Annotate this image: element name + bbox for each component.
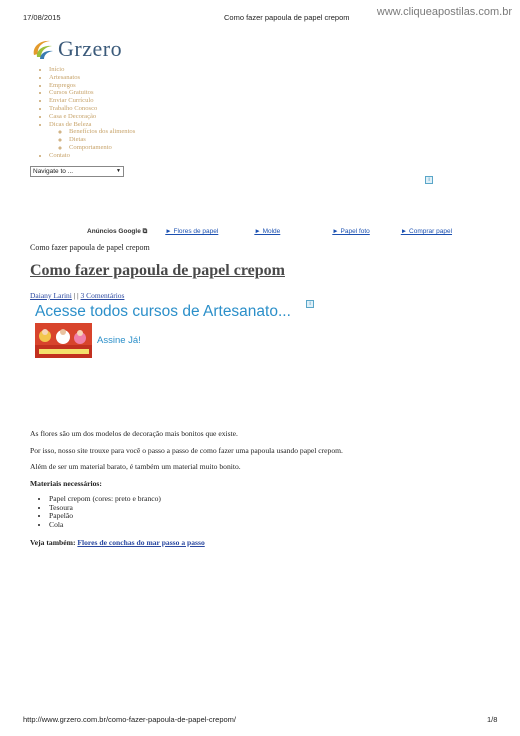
- post-meta: [30, 291, 124, 300]
- print-date: 17/08/2015: [23, 13, 61, 22]
- nav-item-enviar-curriculo[interactable]: • Enviar Currículo: [49, 97, 135, 105]
- nav-item-artesanatos[interactable]: • Artesanatos: [49, 74, 135, 82]
- see-also-label: Veja também:: [30, 538, 76, 547]
- print-page-title: Como fazer papoula de papel crepom: [224, 13, 350, 22]
- nav-item-casa-decoracao[interactable]: • Casa e Decoração: [49, 113, 135, 121]
- watermark: www.cliqueapostilas.com.br: [376, 6, 512, 18]
- ad-links-bar: [87, 228, 452, 236]
- paragraph: Por isso, nosso site trouxe para você o passo a passo de como fazer uma papoula usando papel crepom.: [30, 446, 343, 455]
- materials-heading: Materiais necessários:: [30, 479, 102, 488]
- materials-list: [40, 495, 161, 530]
- print-page-number: 1/8: [487, 715, 498, 724]
- page-title[interactable]: Como fazer papoula de papel crepom: [30, 262, 285, 279]
- nav-item-inicio[interactable]: • Início: [49, 66, 135, 74]
- comments-link[interactable]: 3 Comentários: [80, 291, 125, 300]
- site-logo[interactable]: [30, 36, 122, 62]
- nav-item-trabalho[interactable]: • Trabalho Conosco: [49, 105, 135, 113]
- ad-link-papel-foto[interactable]: ► Papel foto: [332, 228, 370, 235]
- list-item: • Papel crepom (cores: preto e branco): [49, 495, 161, 504]
- chevron-down-icon: ▼: [116, 168, 121, 174]
- breadcrumb: Como fazer papoula de papel crepom: [30, 243, 150, 252]
- nav-submenu: [49, 128, 135, 151]
- nav-item-dicas-beleza[interactable]: [49, 121, 135, 152]
- nav-item-cursos[interactable]: • Cursos Gratuitos: [49, 89, 135, 97]
- paragraph: Além de ser um material barato, é também um material muito bonito.: [30, 462, 241, 471]
- navigate-select[interactable]: [30, 166, 124, 177]
- logo-swirl-icon: [30, 37, 56, 61]
- adchoices-small-icon: ⧉: [142, 228, 148, 235]
- main-nav: [40, 66, 135, 160]
- nav-item-contato[interactable]: • Contato: [49, 152, 135, 160]
- nav-item-empregos[interactable]: • Empregos: [49, 82, 135, 90]
- list-item: • Papelão: [49, 512, 161, 521]
- adchoices-icon[interactable]: i: [306, 300, 314, 308]
- list-item: • Tesoura: [49, 504, 161, 513]
- ad-link-comprar-papel[interactable]: ► Comprar papel: [400, 228, 453, 235]
- ad-link-flores[interactable]: ► Flores de papel: [165, 228, 219, 235]
- nav-item-label: Dicas de Beleza: [49, 120, 92, 128]
- meta-separator: | |: [73, 291, 79, 300]
- paragraph: As flores são um dos modelos de decoração mais bonitos que existe.: [30, 429, 238, 438]
- ad-headline[interactable]: Acesse todos cursos de Artesanato...: [35, 303, 291, 320]
- ad-image[interactable]: [35, 323, 92, 358]
- navigate-select-value: Navigate to ...: [33, 168, 74, 175]
- list-item: • Cola: [49, 521, 161, 530]
- print-url: http://www.grzero.com.br/como-fazer-papoula-de-papel-crepom/: [23, 715, 237, 724]
- ad-link-molde[interactable]: ► Molde: [254, 228, 281, 235]
- see-also: [30, 538, 205, 547]
- ad-cta[interactable]: Assine Já!: [97, 335, 141, 346]
- ad-label: Anúncios Google ⧉: [87, 228, 148, 235]
- nav-sub-item-comportamento[interactable]: ◦ Comportamento: [69, 144, 135, 152]
- see-also-link[interactable]: Flores de conchas do mar passo a passo: [77, 538, 205, 547]
- adchoices-icon[interactable]: i: [425, 176, 433, 184]
- author-link[interactable]: Daiany Larini: [30, 291, 72, 300]
- nav-sub-item-dietas[interactable]: ◦ Dietas: [69, 136, 135, 144]
- nav-sub-item-beneficios[interactable]: ◦ Benefícios dos alimentos: [69, 128, 135, 136]
- logo-text: Grzero: [58, 36, 123, 61]
